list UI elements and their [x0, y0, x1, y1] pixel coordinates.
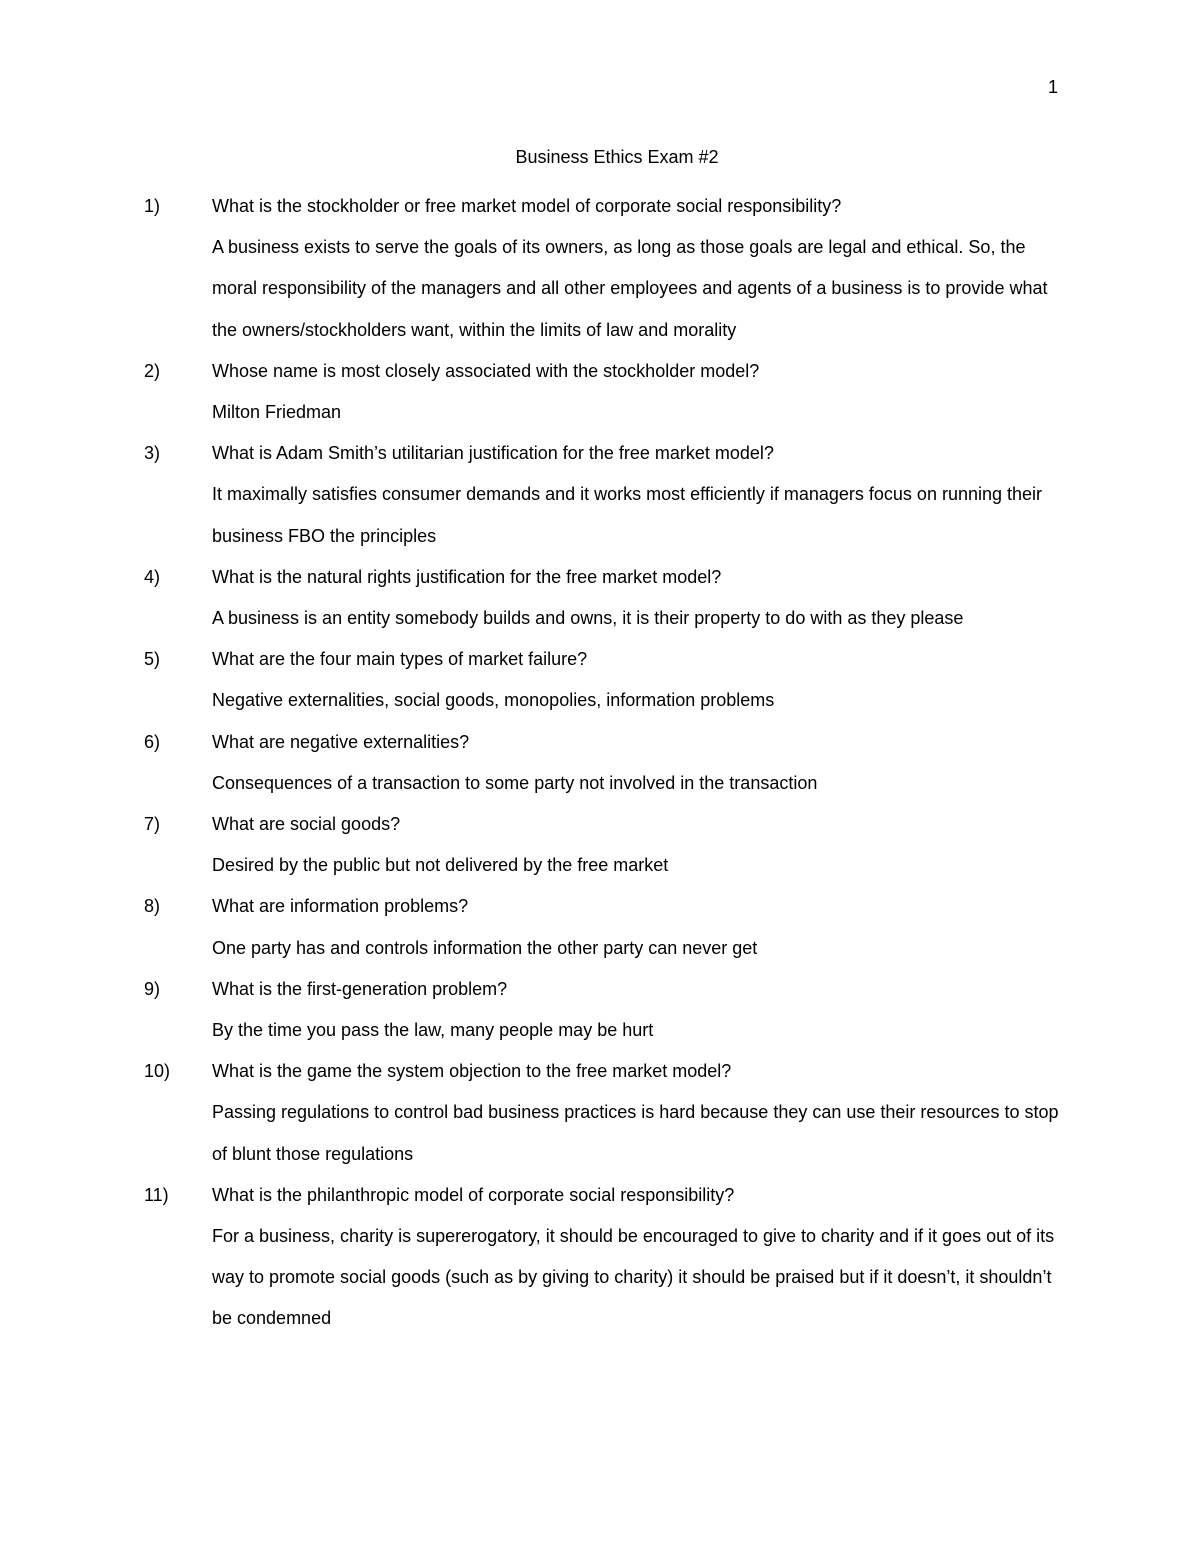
question-number: 10): [144, 1061, 171, 1082]
qa-item: [144, 722, 1074, 804]
question-text: Whose name is most closely associated with the stockholder model?: [212, 360, 760, 381]
question-text: What are negative externalities?: [212, 731, 470, 752]
question-row: [144, 1051, 1074, 1092]
qa-item: [144, 1051, 1074, 1175]
question-row: [144, 639, 1074, 680]
document-title: Business Ethics Exam #2: [515, 147, 719, 167]
qa-item: [144, 886, 1074, 968]
question-text: What is the natural rights justification for the free market model?: [212, 566, 722, 587]
question-text: What are social goods?: [212, 814, 401, 835]
answer-text: Milton Friedman: [212, 401, 342, 422]
qa-item: [144, 433, 1074, 557]
question-row: [144, 722, 1074, 763]
question-row: [144, 1175, 1074, 1216]
answer-text: A business is an entity somebody builds and owns, it is their property to do with as they please: [212, 607, 964, 628]
question-number: 3): [144, 443, 161, 464]
question-row: [144, 804, 1074, 845]
question-text: What is the game the system objection to the free market model?: [212, 1061, 732, 1082]
question-text: What is Adam Smith’s utilitarian justification for the free market model?: [212, 443, 774, 464]
qa-item: [144, 804, 1074, 886]
answer-text: Consequences of a transaction to some party not involved in the transaction: [212, 772, 818, 793]
question-number: 8): [144, 896, 161, 917]
question-row: [144, 886, 1074, 927]
qa-item: [144, 351, 1074, 433]
question-number: 11): [144, 1184, 169, 1205]
question-number: 2): [144, 360, 161, 381]
question-number: 9): [144, 978, 161, 999]
qa-item: [144, 639, 1074, 721]
question-text: What is the stockholder or free market model of corporate social responsibility?: [212, 196, 842, 217]
question-row: [144, 969, 1074, 1010]
question-row: [144, 186, 1074, 227]
question-number: 6): [144, 731, 161, 752]
page-number: 1: [1047, 77, 1058, 97]
question-text: What is the first-generation problem?: [212, 978, 508, 999]
question-row: [144, 433, 1074, 474]
qa-item: [144, 557, 1074, 639]
answer-text: Passing regulations to control bad business practices is hard because they can use their resources to stop of blunt those regulations: [212, 1102, 1059, 1164]
question-number: 4): [144, 566, 161, 587]
answer-text: Negative externalities, social goods, monopolies, information problems: [212, 690, 775, 711]
question-text: What are the four main types of market failure?: [212, 649, 588, 670]
qa-item: [144, 186, 1074, 351]
question-number: 5): [144, 649, 161, 670]
answer-text: One party has and controls information the other party can never get: [212, 937, 758, 958]
question-text: What is the philanthropic model of corporate social responsibility?: [212, 1184, 735, 1205]
answer-text: A business exists to serve the goals of its owners, as long as those goals are legal and ethical. So, the moral responsibility of the managers and all other employees and agents of a business is to provide what the owners/stockholders want, within the limits of law and morality: [212, 237, 1048, 340]
qa-item: [144, 969, 1074, 1051]
answer-text: It maximally satisfies consumer demands and it works most efficiently if managers focus on running their business FBO the principles: [212, 484, 1043, 546]
answer-text: For a business, charity is supererogatory, it should be encouraged to give to charity and if it goes out of its way to promote social goods (such as by giving to charity) it should be praised but if it doesn’t, it shouldn’t be condemned: [212, 1225, 1055, 1329]
question-number: 1): [144, 196, 161, 217]
answer-text: By the time you pass the law, many people may be hurt: [212, 1019, 654, 1040]
question-row: [144, 557, 1074, 598]
question-text: What are information problems?: [212, 896, 469, 917]
answer-text: Desired by the public but not delivered by the free market: [212, 855, 669, 876]
question-row: [144, 351, 1074, 392]
qa-item: [144, 1175, 1074, 1340]
question-number: 7): [144, 814, 161, 835]
question-list: [144, 186, 1074, 1340]
